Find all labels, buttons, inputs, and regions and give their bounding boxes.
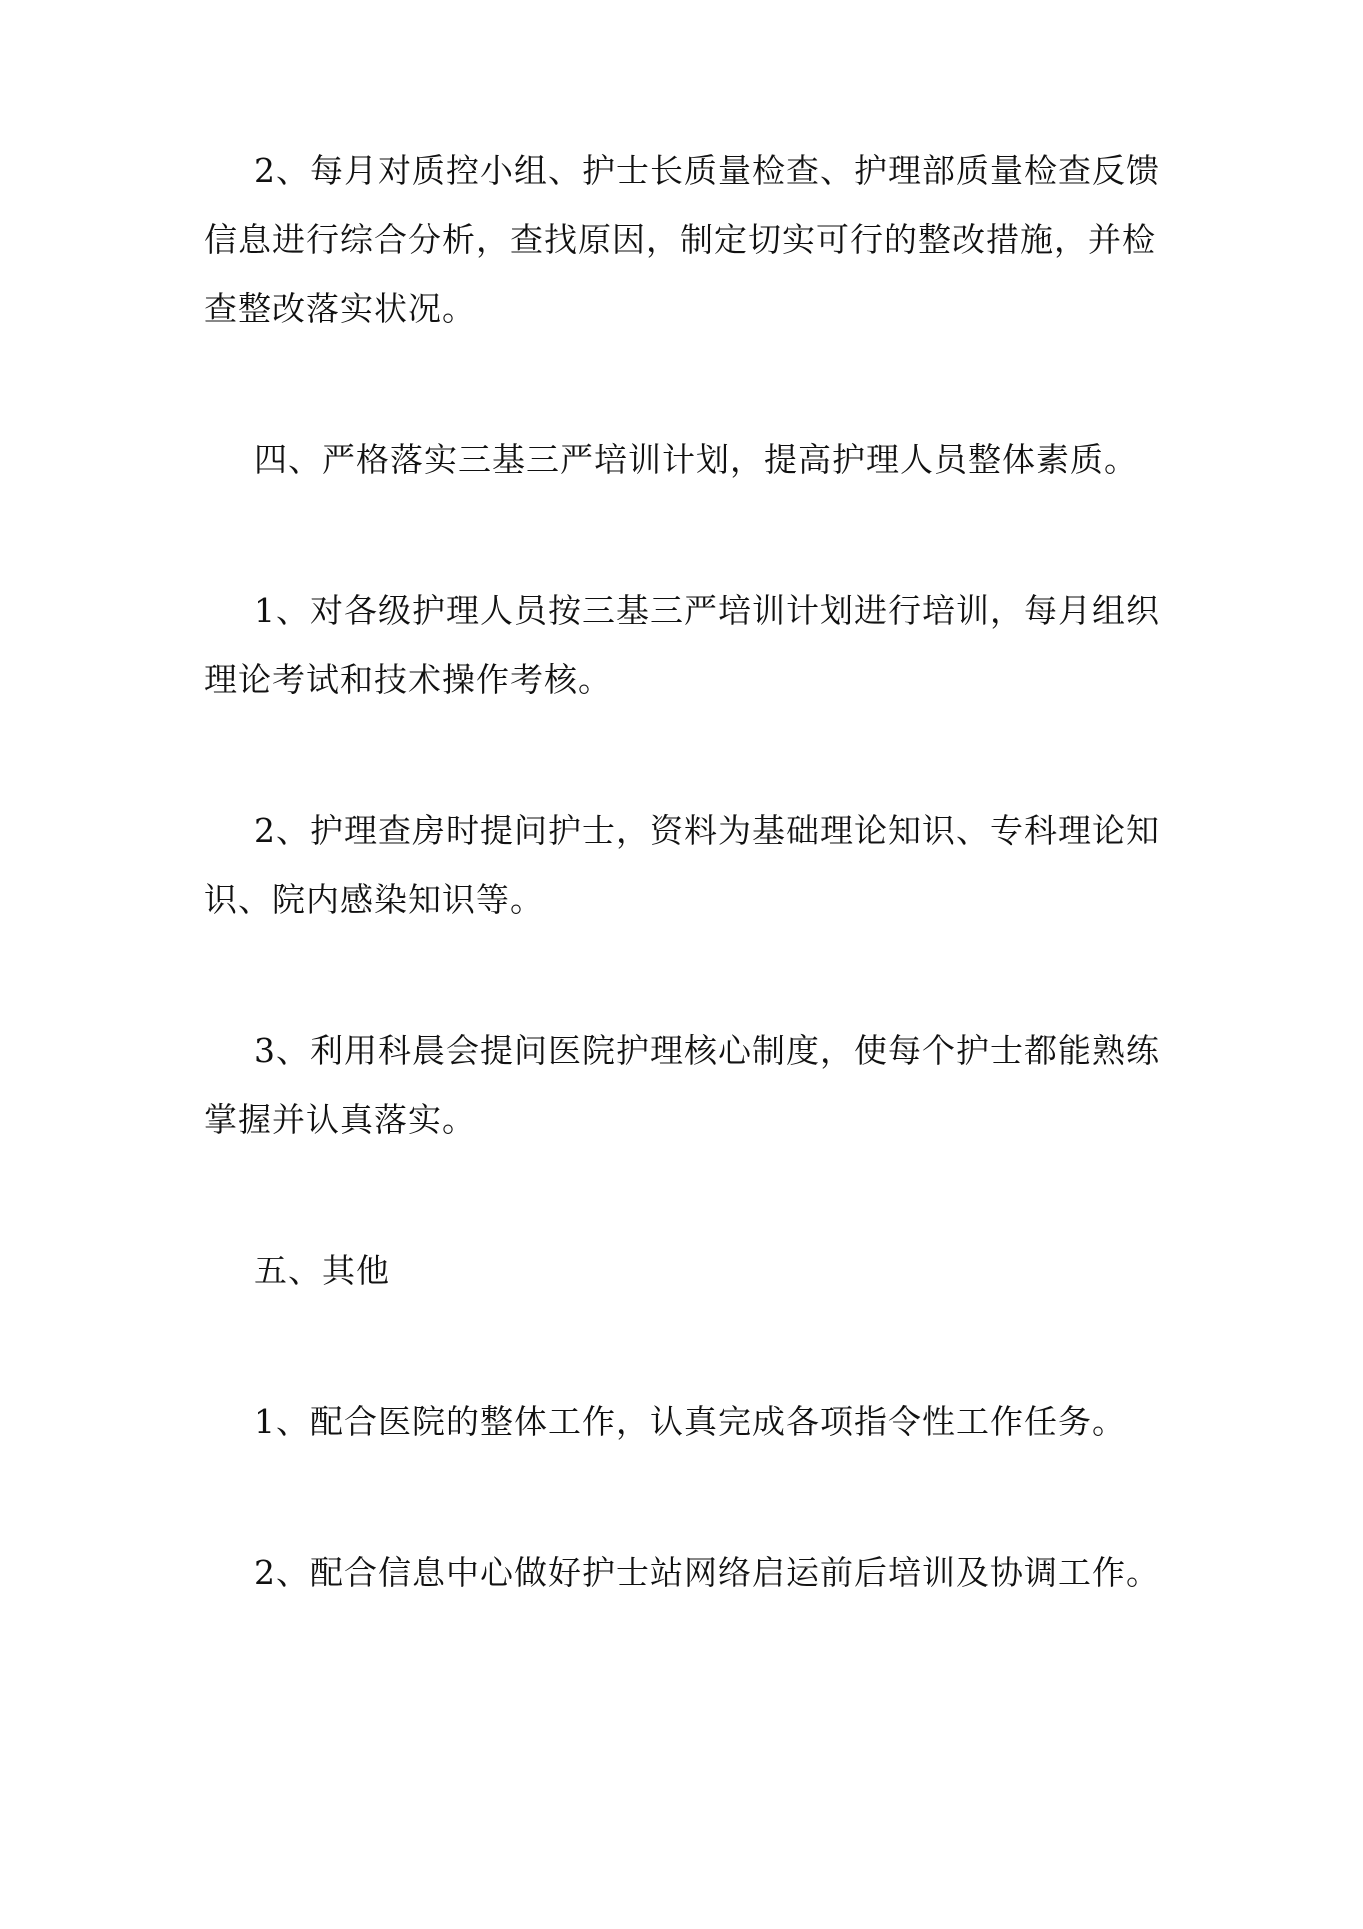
paragraph-network-training: 2、配合信息中心做好护士站网络启运前后培训及协调工作。 <box>254 1553 1160 1592</box>
document-body <box>204 136 1184 1689</box>
paragraph-hospital-work: 1、配合医院的整体工作，认真完成各项指令性工作任务。 <box>254 1402 1126 1441</box>
paragraph-morning-meeting: 3、利用科晨会提问医院护理核心制度，使每个护士都能熟练掌握并认真落实。 <box>204 1031 1160 1139</box>
paragraph-quality-analysis: 2、每月对质控小组、护士长质量检查、护理部质量检查反馈信息进行综合分析，查找原因，制定切实可行的整改措施，并检查整改落实状况。 <box>204 151 1160 328</box>
paragraph-ward-round-questions: 2、护理查房时提问护士，资料为基础理论知识、专科理论知识、院内感染知识等。 <box>204 811 1160 919</box>
section-heading-other: 五、其他 <box>254 1251 390 1290</box>
paragraph-training-plan: 1、对各级护理人员按三基三严培训计划进行培训，每月组织理论考试和技术操作考核。 <box>204 591 1160 699</box>
section-heading-training: 四、严格落实三基三严培训计划，提高护理人员整体素质。 <box>254 440 1138 479</box>
